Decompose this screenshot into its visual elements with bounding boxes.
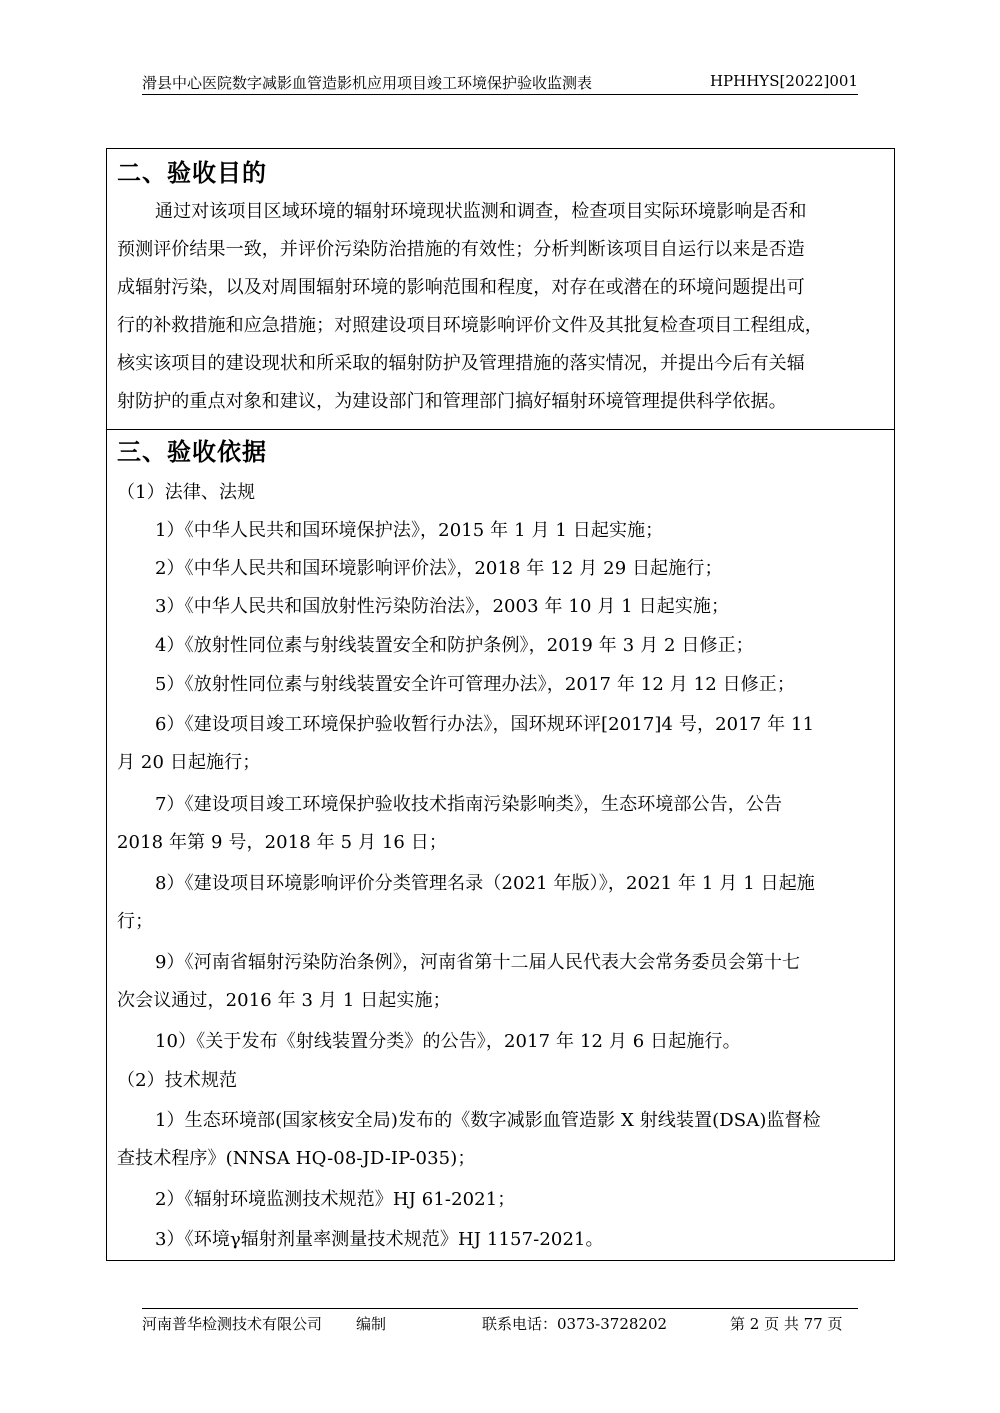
subheading-specs: （2）技术规范 bbox=[117, 1070, 238, 1091]
paragraph-line: 通过对该项目区域环境的辐射环境现状监测和调查，检查项目实际环境影响是否和 bbox=[155, 201, 807, 222]
footer-edit: 编制 bbox=[356, 1315, 387, 1333]
law-item: 2）《中华人民共和国环境影响评价法》，2018 年 12 月 29 日起施行； bbox=[155, 558, 723, 579]
document-title: 滑县中心医院数字减影血管造影机应用项目竣工环境保护验收监测表 bbox=[142, 74, 593, 92]
page-header bbox=[142, 68, 858, 95]
footer-company: 河南普华检测技术有限公司 bbox=[142, 1315, 323, 1333]
law-item: 9）《河南省辐射污染防治条例》，河南省第十二届人民代表大会常务委员会第十七 bbox=[155, 952, 801, 973]
law-item: 6）《建设项目竣工环境保护验收暂行办法》，国环规环评[2017]4 号，2017 年 11 bbox=[155, 714, 815, 735]
law-item: 5）《放射性同位素与射线装置安全许可管理办法》，2017 年 12 月 12 日修正； bbox=[155, 674, 795, 695]
paragraph-line: 成辐射污染，以及对周围辐射环境的影响范围和程度，对存在或潜在的环境问题提出可 bbox=[117, 277, 805, 298]
section-heading: 三、验收依据 bbox=[117, 438, 267, 466]
section-acceptance-basis bbox=[106, 429, 895, 1261]
law-item: 8）《建设项目环境影响评价分类管理名录（2021 年版）》，2021 年 1 月 1 日起施 bbox=[155, 873, 815, 894]
section-acceptance-purpose bbox=[106, 148, 895, 430]
law-item-continued: 行； bbox=[117, 911, 154, 932]
paragraph-line: 预测评价结果一致，并评价污染防治措施的有效性；分析判断该项目自运行以来是否造 bbox=[117, 239, 805, 260]
subheading-laws: （1）法律、法规 bbox=[117, 482, 256, 503]
footer-phone: 联系电话：0373-3728202 bbox=[482, 1315, 668, 1333]
paragraph-line: 射防护的重点对象和建议，为建设部门和管理部门搞好辐射环境管理提供科学依据。 bbox=[117, 391, 787, 412]
law-item: 1）《中华人民共和国环境保护法》，2015 年 1 月 1 日起实施； bbox=[155, 520, 664, 541]
spec-item-continued: 查技术程序》(NNSA HQ-08-JD-IP-035)； bbox=[117, 1148, 476, 1169]
spec-item: 2）《辐射环境监测技术规范》HJ 61-2021； bbox=[155, 1189, 516, 1210]
law-item: 3）《中华人民共和国放射性污染防治法》，2003 年 10 月 1 日起实施； bbox=[155, 596, 730, 617]
document-code: HPHHYS[2022]001 bbox=[709, 72, 858, 90]
paragraph-line: 核实该项目的建设现状和所采取的辐射防护及管理措施的落实情况，并提出今后有关辐 bbox=[117, 353, 805, 374]
spec-item: 1）生态环境部(国家核安全局)发布的《数字减影血管造影 X 射线装置(DSA)监督检 bbox=[155, 1110, 821, 1131]
law-item: 10）《关于发布《射线装置分类》的公告》，2017 年 12 月 6 日起施行。 bbox=[155, 1031, 741, 1052]
law-item: 4）《放射性同位素与射线装置安全和防护条例》，2019 年 3 月 2 日修正； bbox=[155, 635, 754, 656]
page-footer bbox=[142, 1308, 858, 1331]
law-item-continued: 2018 年第 9 号，2018 年 5 月 16 日； bbox=[117, 832, 447, 853]
law-item-continued: 月 20 日起施行； bbox=[117, 752, 261, 773]
paragraph-line: 行的补救措施和应急措施；对照建设项目环境影响评价文件及其批复检查项目工程组成， bbox=[117, 315, 823, 336]
law-item: 7）《建设项目竣工环境保护验收技术指南污染影响类》，生态环境部公告，公告 bbox=[155, 794, 783, 815]
footer-page-number: 第 2 页 共 77 页 bbox=[730, 1315, 843, 1333]
law-item-continued: 次会议通过，2016 年 3 月 1 日起实施； bbox=[117, 990, 451, 1011]
section-heading: 二、验收目的 bbox=[117, 159, 267, 187]
spec-item: 3）《环境γ辐射剂量率测量技术规范》HJ 1157-2021。 bbox=[155, 1229, 604, 1250]
